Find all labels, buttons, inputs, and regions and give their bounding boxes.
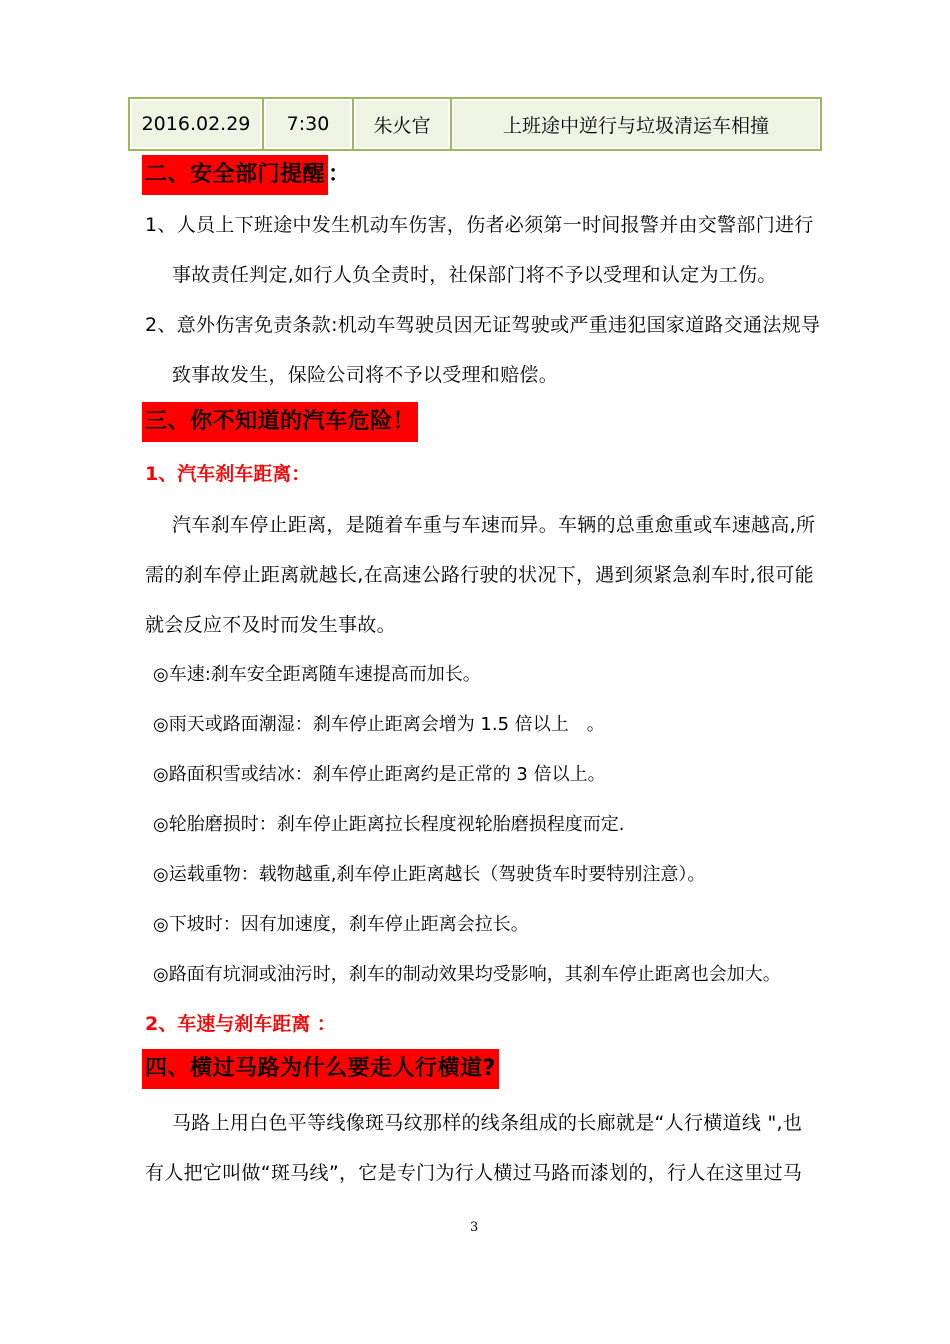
section3-para-line2: 需的刹车停止距离就越长,在高速公路行驶的状况下，遇到须紧急刹车时,很可能: [145, 564, 814, 586]
braking-bullet: ◎雨天或路面潮湿：刹车停止距离会增为 1.5 倍以上 。: [153, 714, 605, 735]
section2-item1-line1: 1、人员上下班途中发生机动车伤害，伤者必须第一时间报警并由交警部门进行: [145, 214, 814, 236]
section2-title-colon: ：: [328, 162, 351, 187]
record-name-cell: 朱火官: [353, 98, 451, 150]
braking-bullet: ◎下坡时：因有加速度，刹车停止距离会拉长。: [153, 914, 529, 935]
section4-heading: [142, 1049, 499, 1089]
section3-heading: [142, 402, 418, 442]
braking-bullet: ◎轮胎磨损时：刹车停止距离拉长程度视轮胎磨损程度而定.: [153, 814, 625, 835]
accident-record-table: [128, 97, 822, 151]
record-time-cell: 7:30: [263, 98, 353, 150]
table-row: [129, 98, 821, 150]
braking-bullet: ◎路面有坑洞或油污时，刹车的制动效果均受影响，其刹车停止距离也会加大。: [153, 964, 781, 985]
section2-item1-line2: 事故责任判定,如行人负全责时，社保部门将不予以受理和认定为工伤。: [172, 264, 777, 286]
braking-bullet: ◎车速:刹车安全距离随车速提高而加长。: [153, 664, 481, 685]
section3-sub1-title: 1、汽车刹车距离：: [145, 463, 311, 485]
section2-title: 二、安全部门提醒: [142, 155, 328, 195]
section2-heading: [142, 155, 350, 195]
section4-title: 四、横过马路为什么要走人行横道?: [142, 1049, 499, 1089]
section3-para-line3: 就会反应不及时而发生事故。: [145, 614, 396, 636]
section4-para-line2: 有人把它叫做“斑马线”，它是专门为行人横过马路而漆划的，行人在这里过马: [145, 1162, 803, 1184]
section3-para-line1: 汽车刹车停止距离，是随着车重与车速而异。车辆的总重愈重或车速越高,所: [172, 514, 816, 536]
braking-bullet: ◎路面积雪或结冰：刹车停止距离约是正常的 3 倍以上。: [153, 764, 606, 785]
page-number: 3: [470, 1220, 479, 1235]
braking-bullet: ◎运载重物：载物越重,刹车停止距离越长（驾驶货车时要特别注意）。: [153, 864, 706, 885]
section4-para-line1: 马路上用白色平等线像斑马纹那样的线条组成的长廊就是“人行横道线 ",也: [172, 1112, 803, 1134]
record-date-cell: 2016.02.29: [129, 98, 263, 150]
record-description-cell: 上班途中逆行与垃圾清运车相撞: [451, 98, 821, 150]
section3-sub2-title: 2、车速与刹车距离 ：: [145, 1013, 336, 1035]
section3-title: 三、你不知道的汽车危险！: [142, 402, 418, 442]
section2-item2-line2: 致事故发生，保险公司将不予以受理和赔偿。: [172, 364, 559, 386]
section2-item2-line1: 2、意外伤害免责条款:机动车驾驶员因无证驾驶或严重违犯国家道路交通法规导: [145, 314, 821, 336]
